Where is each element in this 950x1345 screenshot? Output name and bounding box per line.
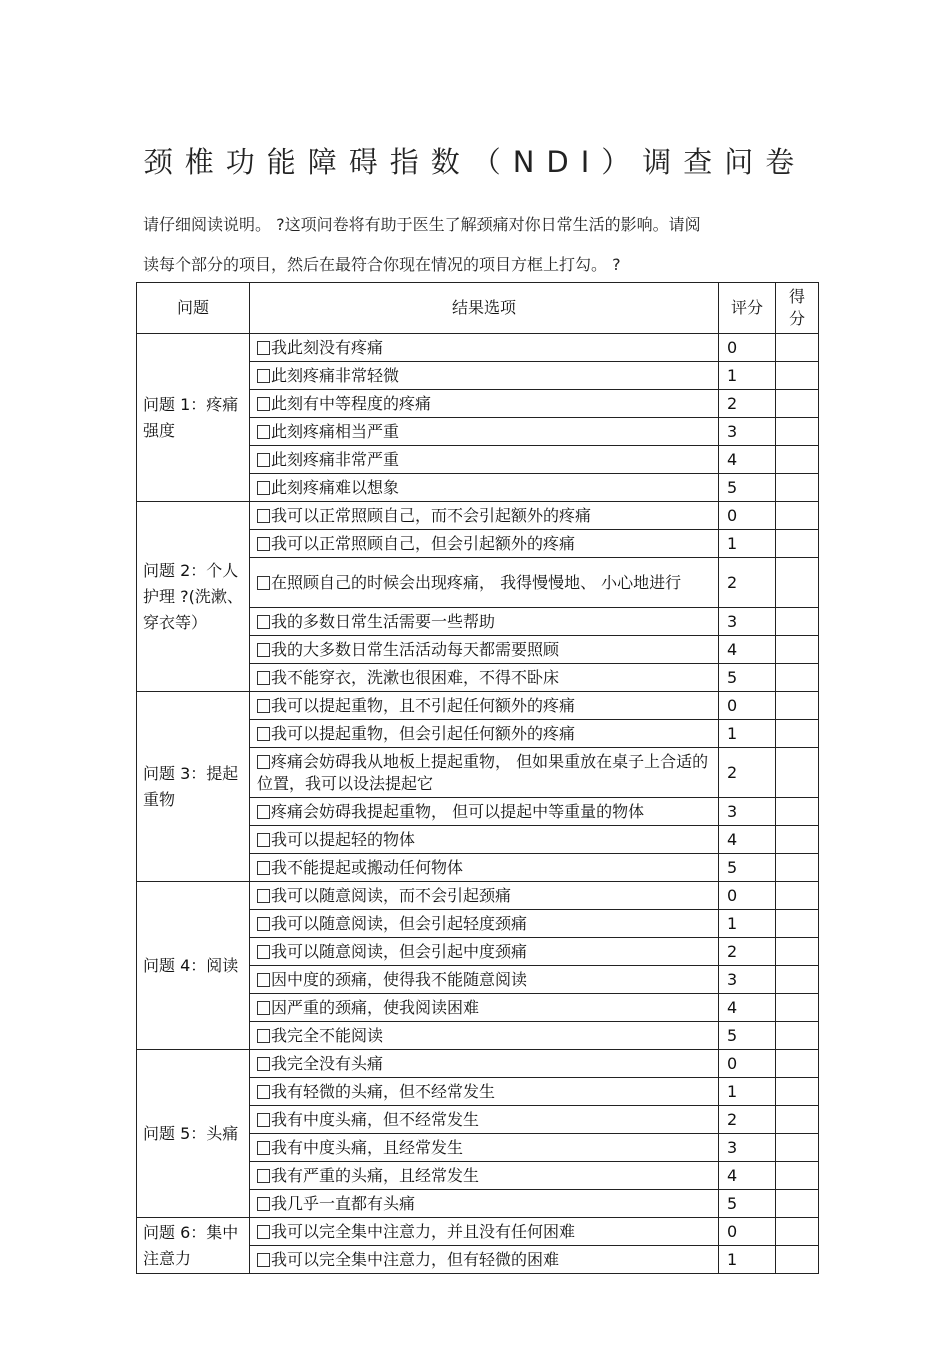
intro-text-line-1: 请仔细阅读说明。 ?这项问卷将有助于医生了解颈痛对你日常生活的影响。请阅 xyxy=(143,215,701,234)
question-cell: 问题 2：个人护理 ?(洗漱、穿衣等） xyxy=(137,502,250,692)
rating-value: 5 xyxy=(719,1190,776,1218)
option-checkbox[interactable] xyxy=(257,889,270,903)
option-text: 我有中度头痛，但不经常发生 xyxy=(271,1109,480,1129)
question-cell: 问题 5：头痛 xyxy=(137,1050,250,1218)
score-entry-cell[interactable] xyxy=(776,1050,819,1078)
header-score-label: 得分 xyxy=(789,287,806,328)
rating-value: 4 xyxy=(719,826,776,854)
option-cell xyxy=(250,1022,719,1050)
option-text: 我不能穿衣，洗漱也很困难，不得不卧床 xyxy=(271,667,560,687)
question-cell: 问题 1：疼痛强度 xyxy=(137,334,250,502)
score-entry-cell[interactable] xyxy=(776,1246,819,1274)
score-entry-cell[interactable] xyxy=(776,558,819,608)
option-checkbox[interactable] xyxy=(257,727,270,741)
rating-value: 4 xyxy=(719,446,776,474)
option-checkbox[interactable] xyxy=(257,537,270,551)
option-text: 我可以提起轻的物体 xyxy=(271,829,416,849)
option-text: 此刻疼痛非常轻微 xyxy=(271,365,400,385)
score-entry-cell[interactable] xyxy=(776,1078,819,1106)
rating-value: 0 xyxy=(719,1050,776,1078)
option-checkbox[interactable] xyxy=(257,861,270,875)
option-checkbox[interactable] xyxy=(257,833,270,847)
option-checkbox[interactable] xyxy=(257,369,270,383)
option-cell xyxy=(250,530,719,558)
option-checkbox[interactable] xyxy=(257,1169,270,1183)
score-entry-cell[interactable] xyxy=(776,1190,819,1218)
option-text: 在照顾自己的时候会出现疼痛， 我得慢慢地、 小心地进行 xyxy=(271,572,682,592)
rating-value: 1 xyxy=(719,720,776,748)
header-rating: 评分 xyxy=(719,283,776,334)
option-cell xyxy=(250,882,719,910)
option-checkbox[interactable] xyxy=(257,1029,270,1043)
option-cell xyxy=(250,558,719,608)
option-text: 疼痛会妨碍我提起重物， 但可以提起中等重量的物体 xyxy=(271,801,645,821)
option-text: 此刻有中等程度的疼痛 xyxy=(271,393,432,413)
option-checkbox[interactable] xyxy=(257,699,270,713)
option-checkbox[interactable] xyxy=(257,397,270,411)
rating-value: 1 xyxy=(719,362,776,390)
rating-value: 1 xyxy=(719,910,776,938)
option-text: 我的多数日常生活需要一些帮助 xyxy=(271,611,496,631)
option-text: 我可以正常照顾自己，而不会引起额外的疼痛 xyxy=(271,505,592,525)
option-cell xyxy=(250,826,719,854)
score-entry-cell[interactable] xyxy=(776,362,819,390)
rating-value: 0 xyxy=(719,334,776,362)
option-cell xyxy=(250,418,719,446)
option-checkbox[interactable] xyxy=(257,341,270,355)
option-text: 我完全没有头痛 xyxy=(271,1053,384,1073)
rating-value: 3 xyxy=(719,418,776,446)
rating-value: 5 xyxy=(719,474,776,502)
score-entry-cell[interactable] xyxy=(776,502,819,530)
document-title: 颈椎功能障碍指数（NDI）调查问卷 xyxy=(143,145,807,179)
option-text: 我有中度头痛，且经常发生 xyxy=(271,1137,464,1157)
score-entry-cell[interactable] xyxy=(776,826,819,854)
rating-value: 4 xyxy=(719,636,776,664)
option-text: 我几乎一直都有头痛 xyxy=(271,1193,416,1213)
score-entry-cell[interactable] xyxy=(776,1022,819,1050)
option-cell xyxy=(250,1134,719,1162)
option-cell xyxy=(250,1106,719,1134)
option-text: 我的大多数日常生活活动每天都需要照顾 xyxy=(271,639,560,659)
score-entry-cell[interactable] xyxy=(776,720,819,748)
table-row xyxy=(137,882,819,910)
option-checkbox[interactable] xyxy=(257,917,270,931)
option-cell xyxy=(250,664,719,692)
table-row xyxy=(137,334,819,362)
option-cell xyxy=(250,390,719,418)
option-text: 因严重的颈痛，使我阅读困难 xyxy=(271,997,480,1017)
option-checkbox[interactable] xyxy=(257,1085,270,1099)
rating-value: 1 xyxy=(719,530,776,558)
score-entry-cell[interactable] xyxy=(776,664,819,692)
rating-value: 5 xyxy=(719,664,776,692)
score-entry-cell[interactable] xyxy=(776,882,819,910)
option-checkbox[interactable] xyxy=(257,1113,270,1127)
header-question: 问题 xyxy=(137,283,250,334)
option-cell xyxy=(250,1050,719,1078)
score-entry-cell[interactable] xyxy=(776,748,819,798)
score-entry-cell[interactable] xyxy=(776,1162,819,1190)
option-checkbox[interactable] xyxy=(257,509,270,523)
question-cell: 问题 3：提起重物 xyxy=(137,692,250,882)
score-entry-cell[interactable] xyxy=(776,608,819,636)
option-cell xyxy=(250,720,719,748)
score-entry-cell[interactable] xyxy=(776,390,819,418)
option-text: 我可以提起重物，且不引起任何额外的疼痛 xyxy=(271,695,576,715)
option-checkbox[interactable] xyxy=(257,1001,270,1015)
option-cell xyxy=(250,994,719,1022)
intro-text-line-2: 读每个部分的项目，然后在最符合你现在情况的项目方框上打勾。 ? xyxy=(143,255,621,274)
option-checkbox[interactable] xyxy=(257,1141,270,1155)
option-text: 我可以随意阅读，而不会引起颈痛 xyxy=(271,885,512,905)
score-entry-cell[interactable] xyxy=(776,418,819,446)
option-checkbox[interactable] xyxy=(257,481,270,495)
table-row xyxy=(137,692,819,720)
score-entry-cell[interactable] xyxy=(776,994,819,1022)
score-entry-cell[interactable] xyxy=(776,474,819,502)
option-checkbox[interactable] xyxy=(257,945,270,959)
option-cell xyxy=(250,636,719,664)
score-entry-cell[interactable] xyxy=(776,334,819,362)
rating-value: 3 xyxy=(719,1134,776,1162)
option-cell xyxy=(250,798,719,826)
rating-value: 0 xyxy=(719,882,776,910)
table-row xyxy=(137,502,819,530)
rating-value: 4 xyxy=(719,1162,776,1190)
option-text: 我完全不能阅读 xyxy=(271,1025,384,1045)
table-header-row xyxy=(137,283,819,334)
table-row xyxy=(137,1050,819,1078)
option-cell xyxy=(250,1246,719,1274)
option-text: 此刻疼痛相当严重 xyxy=(271,421,400,441)
option-text: 我可以正常照顾自己，但会引起额外的疼痛 xyxy=(271,533,576,553)
option-checkbox[interactable] xyxy=(257,1253,270,1267)
option-text: 疼痛会妨碍我从地板上提起重物， 但如果重放在桌子上合适的位置，我可以设法提起它 xyxy=(257,751,709,793)
rating-value: 2 xyxy=(719,558,776,608)
score-entry-cell[interactable] xyxy=(776,798,819,826)
rating-value: 2 xyxy=(719,390,776,418)
score-entry-cell[interactable] xyxy=(776,1106,819,1134)
option-cell xyxy=(250,334,719,362)
rating-value: 2 xyxy=(719,1106,776,1134)
option-cell xyxy=(250,854,719,882)
option-text: 因中度的颈痛，使得我不能随意阅读 xyxy=(271,969,528,989)
option-checkbox[interactable] xyxy=(257,1057,270,1071)
rating-value: 3 xyxy=(719,966,776,994)
option-checkbox[interactable] xyxy=(257,755,270,769)
option-checkbox[interactable] xyxy=(257,615,270,629)
option-cell xyxy=(250,910,719,938)
option-text: 我有严重的头痛，且经常发生 xyxy=(271,1165,480,1185)
rating-value: 4 xyxy=(719,994,776,1022)
option-checkbox[interactable] xyxy=(257,643,270,657)
option-cell xyxy=(250,1078,719,1106)
option-cell xyxy=(250,502,719,530)
option-cell xyxy=(250,1190,719,1218)
option-cell xyxy=(250,474,719,502)
rating-value: 5 xyxy=(719,854,776,882)
option-cell xyxy=(250,446,719,474)
score-entry-cell[interactable] xyxy=(776,636,819,664)
option-text: 我可以提起重物，但会引起任何额外的疼痛 xyxy=(271,723,576,743)
rating-value: 5 xyxy=(719,1022,776,1050)
score-entry-cell[interactable] xyxy=(776,966,819,994)
header-score xyxy=(776,283,819,334)
option-text: 我可以完全集中注意力，但有轻微的困难 xyxy=(271,1249,560,1269)
score-entry-cell[interactable] xyxy=(776,1218,819,1246)
option-text: 我此刻没有疼痛 xyxy=(271,337,384,357)
question-cell: 问题 6：集中注意力 xyxy=(137,1218,250,1274)
option-checkbox[interactable] xyxy=(257,425,270,439)
rating-value: 2 xyxy=(719,938,776,966)
option-cell xyxy=(250,362,719,390)
score-entry-cell[interactable] xyxy=(776,854,819,882)
score-entry-cell[interactable] xyxy=(776,530,819,558)
option-cell xyxy=(250,1162,719,1190)
option-checkbox[interactable] xyxy=(257,805,270,819)
option-cell xyxy=(250,966,719,994)
option-cell xyxy=(250,938,719,966)
rating-value: 0 xyxy=(719,1218,776,1246)
rating-value: 0 xyxy=(719,692,776,720)
option-text: 此刻疼痛难以想象 xyxy=(271,477,400,497)
rating-value: 1 xyxy=(719,1078,776,1106)
option-cell xyxy=(250,608,719,636)
rating-value: 0 xyxy=(719,502,776,530)
ndi-questionnaire-table xyxy=(136,282,819,1274)
option-text: 我可以随意阅读，但会引起轻度颈痛 xyxy=(271,913,528,933)
option-text: 我不能提起或搬动任何物体 xyxy=(271,857,464,877)
option-text: 我可以随意阅读，但会引起中度颈痛 xyxy=(271,941,528,961)
option-text: 我可以完全集中注意力，并且没有任何困难 xyxy=(271,1221,576,1241)
rating-value: 3 xyxy=(719,608,776,636)
score-entry-cell[interactable] xyxy=(776,446,819,474)
option-checkbox[interactable] xyxy=(257,671,270,685)
option-checkbox[interactable] xyxy=(257,973,270,987)
option-checkbox[interactable] xyxy=(257,576,270,590)
score-entry-cell[interactable] xyxy=(776,692,819,720)
score-entry-cell[interactable] xyxy=(776,1134,819,1162)
option-cell xyxy=(250,748,719,798)
option-checkbox[interactable] xyxy=(257,453,270,467)
option-text: 此刻疼痛非常严重 xyxy=(271,449,400,469)
option-checkbox[interactable] xyxy=(257,1225,270,1239)
table-body xyxy=(137,334,819,1274)
option-checkbox[interactable] xyxy=(257,1197,270,1211)
rating-value: 3 xyxy=(719,798,776,826)
header-options: 结果选项 xyxy=(250,283,719,334)
question-cell: 问题 4：阅读 xyxy=(137,882,250,1050)
score-entry-cell[interactable] xyxy=(776,910,819,938)
option-cell xyxy=(250,1218,719,1246)
rating-value: 1 xyxy=(719,1246,776,1274)
option-text: 我有轻微的头痛，但不经常发生 xyxy=(271,1081,496,1101)
score-entry-cell[interactable] xyxy=(776,938,819,966)
rating-value: 2 xyxy=(719,748,776,798)
option-cell xyxy=(250,692,719,720)
table-row xyxy=(137,1218,819,1246)
